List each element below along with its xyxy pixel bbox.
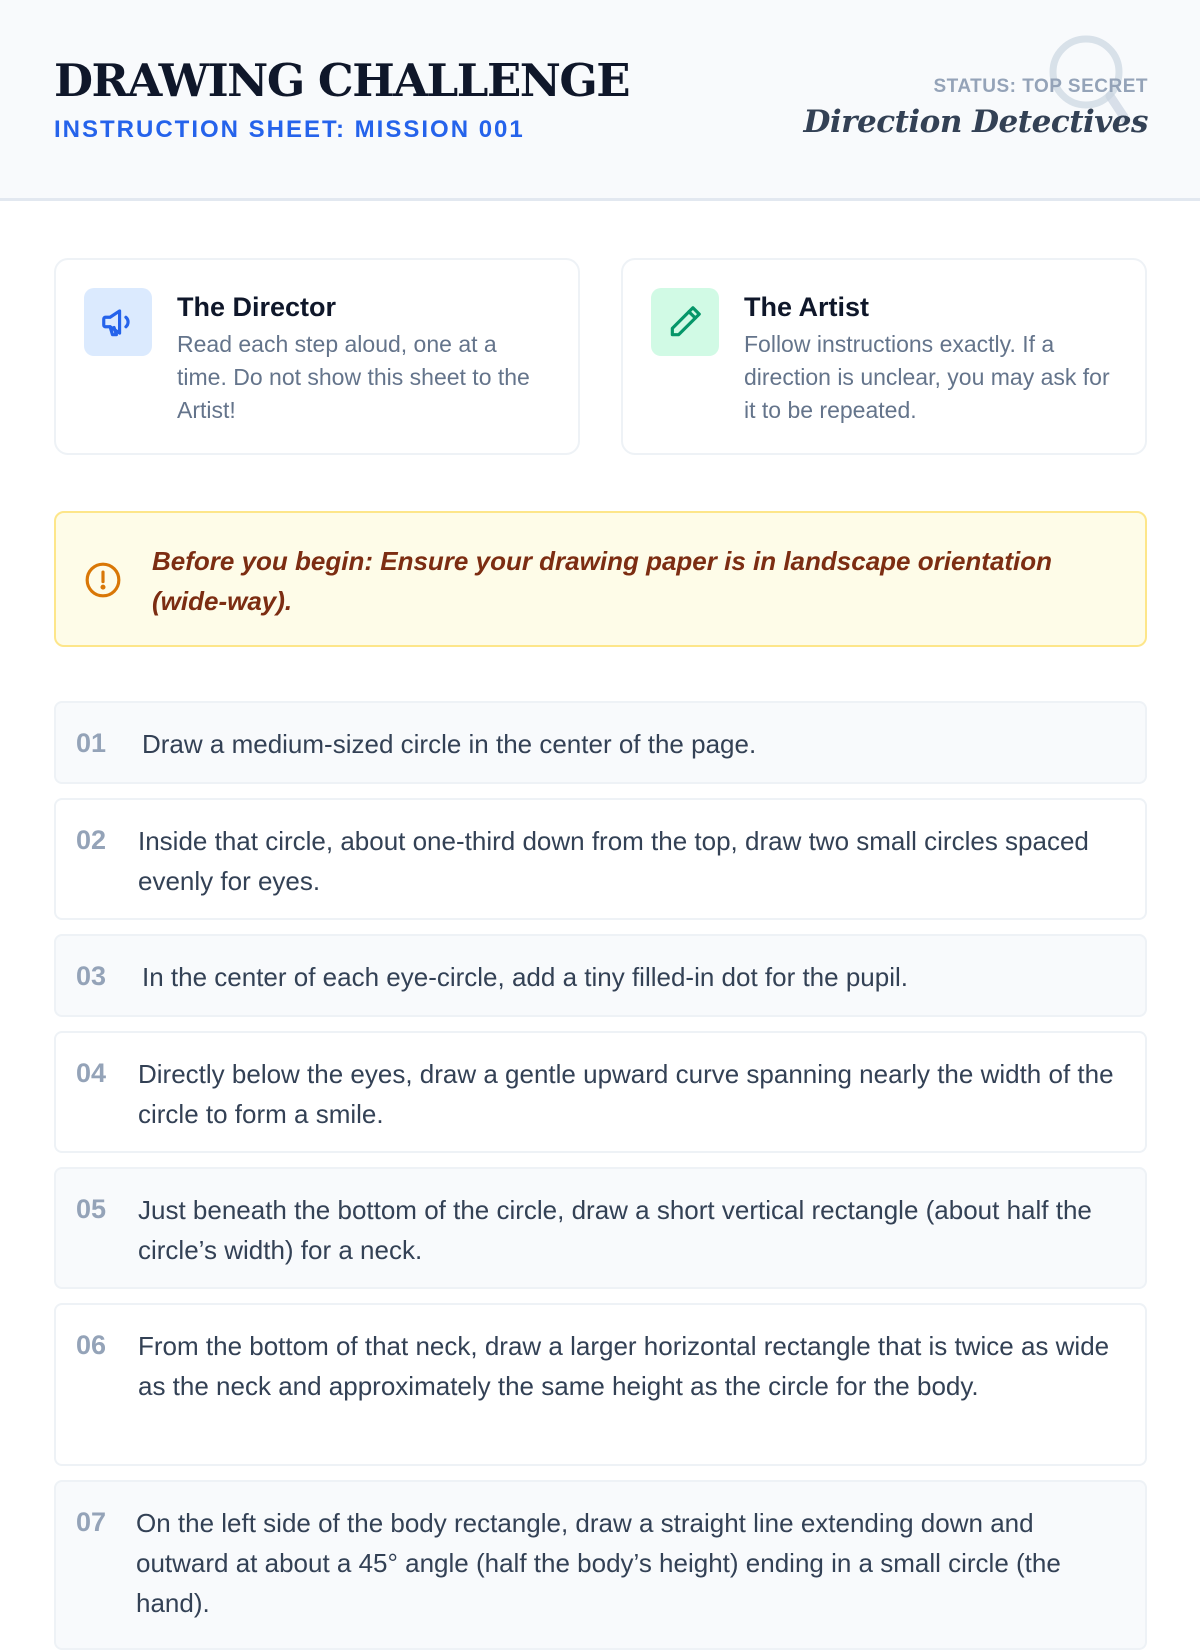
- role-title: The Artist: [744, 292, 870, 322]
- step-text: Draw a medium-sized circle in the center of the page.: [142, 729, 757, 759]
- step-text: Inside that circle, about one-third down from the top, draw two small circles spaced evenly for eyes.: [138, 826, 1089, 896]
- megaphone-icon: [84, 288, 152, 356]
- step-number: 02: [76, 825, 107, 855]
- role-description: Read each step aloud, one at a time. Do not show this sheet to the Artist!: [177, 331, 530, 423]
- role-card-director: [54, 258, 580, 455]
- step-item: [54, 701, 1147, 784]
- step-number: 01: [76, 728, 107, 758]
- step-number: 07: [76, 1507, 107, 1537]
- pencil-icon: [651, 288, 719, 356]
- step-item: [54, 798, 1147, 920]
- step-text: On the left side of the body rectangle, draw a straight line extending down and outward at about a 45° angle (half the body’s height) ending in a small circle (the hand).: [136, 1508, 1061, 1618]
- step-item: [54, 934, 1147, 1017]
- role-title: The Director: [177, 292, 337, 322]
- orientation-alert: [54, 511, 1147, 647]
- role-card-artist: [621, 258, 1147, 455]
- step-item: [54, 1167, 1147, 1289]
- step-number: 04: [76, 1058, 107, 1088]
- alert-circle-icon: [84, 561, 122, 599]
- step-number: 06: [76, 1330, 107, 1360]
- step-item: [54, 1480, 1147, 1650]
- step-text: Just beneath the bottom of the circle, draw a short vertical rectangle (about half the circle’s width) for a neck.: [138, 1195, 1092, 1265]
- step-text: Directly below the eyes, draw a gentle upward curve spanning nearly the width of the circle to form a smile.: [138, 1059, 1114, 1129]
- step-number: 03: [76, 961, 107, 991]
- page-title: DRAWING CHALLENGE: [54, 54, 630, 107]
- step-text: In the center of each eye-circle, add a tiny filled-in dot for the pupil.: [142, 962, 908, 992]
- role-description: Follow instructions exactly. If a direction is unclear, you may ask for it to be repeated.: [744, 331, 1110, 423]
- step-item: [54, 1303, 1147, 1466]
- step-item: [54, 1031, 1147, 1153]
- page-header: [0, 0, 1200, 201]
- alert-text: Before you begin: Ensure your drawing paper is in landscape orientation (wide-way).: [152, 546, 1053, 616]
- step-text: From the bottom of that neck, draw a larger horizontal rectangle that is twice as wide as the neck and approximately the same height as the circle for the body.: [138, 1331, 1110, 1401]
- brand-name: Direction Detectives: [803, 104, 1148, 140]
- status-label: STATUS: TOP SECRET: [933, 76, 1148, 97]
- page-subtitle: INSTRUCTION SHEET: MISSION 001: [54, 116, 525, 143]
- step-number: 05: [76, 1194, 107, 1224]
